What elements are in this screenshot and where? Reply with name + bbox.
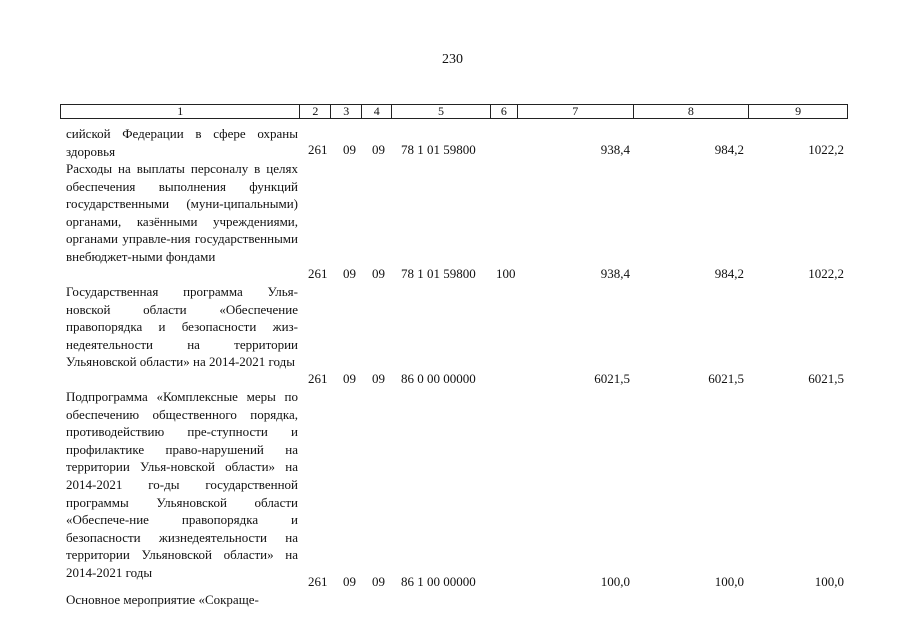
header-col-8: 8 [634,105,750,118]
cell-col-2: 261 [308,574,328,589]
page-number: 230 [442,52,463,67]
row-description: Расходы на выплаты персоналу в целях обеспечения выполнения функций государственными (муни-ципальными) органами, казёнными учреждениями, органами управле-ния государственными внебюджет-ными фондами [66,161,298,264]
cell-col-3: 09 [343,142,356,157]
cell-col-8: 984,2 [714,266,744,281]
header-col-5: 5 [392,105,491,118]
cell-col-5: 78 1 01 59800 [401,266,476,281]
cell-col-3: 09 [343,371,356,386]
table-header-row [60,104,848,119]
cell-col-4: 09 [372,266,385,281]
header-col-3: 3 [331,105,362,118]
cell-col-6: 100 [496,266,516,281]
cell-col-8: 984,2 [714,142,744,157]
cell-col-8: 6021,5 [708,371,744,386]
cell-col-3: 09 [343,574,356,589]
cell-col-4: 09 [372,574,385,589]
cell-col-7: 6021,5 [594,371,630,386]
cell-col-5: 86 1 00 00000 [401,574,476,589]
header-col-9: 9 [795,104,802,118]
cell-col-8: 100,0 [714,574,744,589]
row-description: Государственная программа Улья-новской области «Обеспечение правопорядка и безопасности жиз-недеятельности на территории Ульяновской области» на 2014-2021 годы [66,284,298,370]
cell-col-4: 09 [372,142,385,157]
cell-col-2: 261 [308,371,328,386]
cell-col-9: 1022,2 [808,142,844,157]
cell-col-9: 100,0 [814,574,844,589]
header-col-7: 7 [518,105,634,118]
header-col-4: 4 [362,105,392,118]
cell-col-9: 6021,5 [808,371,844,386]
header-col-1: 1 [61,105,300,118]
row-description: сийской Федерации в сфере охраны здоровья [66,126,298,159]
cell-col-2: 261 [308,266,328,281]
row-description: Подпрограмма «Комплексные меры по обеспечению общественного порядка, противодействию пре-ступности и профилактике право-нарушений на территории Улья-новской области» на 2014-2021 го-ды государственной программы Ульяновской области «Обеспече-ние правопорядка и безопасности жизнедеятельности на территории Ульяновской области» на 2014-2021 годы [66,389,298,580]
cell-col-7: 938,4 [600,266,630,281]
cell-col-7: 938,4 [600,142,630,157]
header-col-2: 2 [300,105,331,118]
cell-col-5: 86 0 00 00000 [401,371,476,386]
cell-col-7: 100,0 [600,574,630,589]
cell-col-4: 09 [372,371,385,386]
cell-col-9: 1022,2 [808,266,844,281]
cell-col-5: 78 1 01 59800 [401,142,476,157]
row-description: Основное мероприятие «Сокраще- [66,592,259,607]
cell-col-2: 261 [308,142,328,157]
header-col-6: 6 [491,105,518,118]
cell-col-3: 09 [343,266,356,281]
